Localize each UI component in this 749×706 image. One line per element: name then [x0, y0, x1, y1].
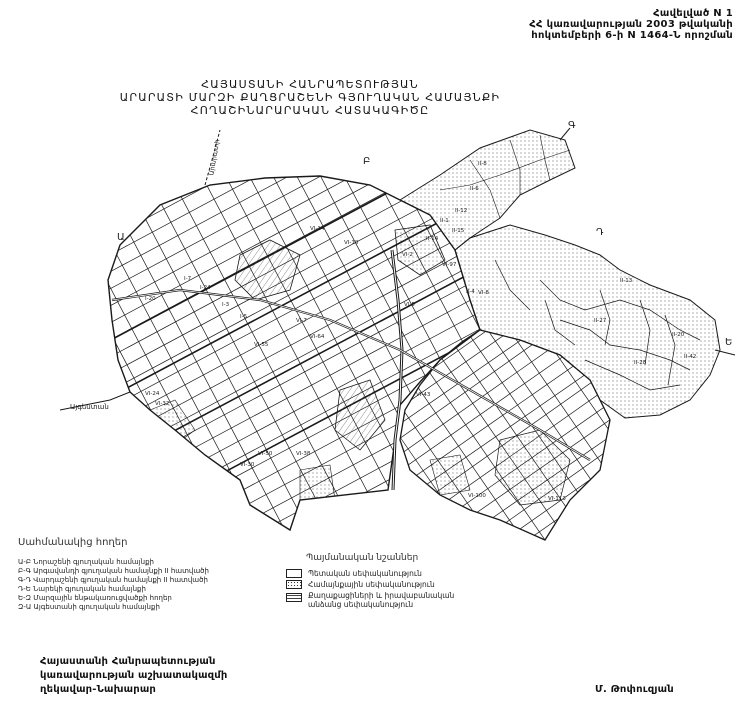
parcel-label: II-28: [634, 360, 647, 366]
decree-date-line: հոկտեմբերի 6-ի N 1464-Ն որոշման: [531, 30, 733, 41]
parcel-label: VI-97: [442, 262, 457, 268]
parcel-label: VI-2: [402, 252, 413, 258]
signatory-line-1: Հայաստանի Հանրապետության: [40, 656, 216, 667]
parcel-label: I-5: [240, 314, 248, 320]
parcel-label: VI-32: [155, 401, 170, 407]
parcel-label: II-1: [440, 218, 449, 224]
adjacent-land-item: Բ-Գ Արգավանդի գյուղական համայնքի II հատվածի: [18, 567, 209, 575]
parcel-label: VI-100: [468, 493, 486, 499]
parcel-label: VI-5: [404, 302, 415, 308]
symbol-community-property: Համայնքային սեփականություն: [286, 580, 486, 589]
signatory-line-3: ղեկավար-Նախարար: [40, 684, 157, 695]
parcel-label: II-42: [684, 354, 697, 360]
adjacent-land-item: Զ-Ա Այգեստանի գյուղական համայնքի: [18, 603, 160, 611]
symbol-state-property: Պետական սեփականություն: [286, 569, 486, 578]
parcel-label: VI-7: [296, 318, 307, 324]
parcel-label: VI-113: [548, 496, 566, 502]
parcel-label: I-24: [200, 285, 211, 291]
side-label-top: Արարատի: [207, 138, 222, 177]
parcel-label: I-3: [222, 302, 230, 308]
parcel-label: VI-14: [310, 226, 325, 232]
parcel-label: II-6: [470, 186, 479, 192]
parcel-label: II-27: [594, 318, 607, 324]
parcel-label: VI-64: [310, 334, 325, 340]
parcel-label: VI-30: [240, 462, 255, 468]
swatch-dots-icon: [286, 580, 302, 589]
parcel-label: II-20: [672, 332, 685, 338]
parcel-label: II-15: [452, 228, 465, 234]
parcel-label: VI-8: [478, 290, 489, 296]
parcel-label: I-20: [145, 296, 156, 302]
symbol-private-property: Քաղաքացիների և իրավաբանական անձանց սեփականություն: [286, 591, 486, 609]
parcel-label: II-8: [478, 161, 487, 167]
direction-label-c: Գ: [568, 120, 576, 131]
parcel-label: II-14: [426, 236, 439, 242]
direction-label-a: Ա: [117, 232, 125, 243]
direction-label-b: Բ: [363, 156, 371, 167]
parcel-label: VI-10: [344, 240, 359, 246]
title-line-3: ՀՈՂԱՇԻՆԱՐԱՐԱԿԱՆ ՀԱՏԱԿԱԳԻԾԸ: [190, 104, 430, 117]
direction-label-e: Ե: [725, 337, 733, 348]
adjacent-land-item: Ա-Բ Նորաշենի գյուղական համայնքի: [18, 558, 154, 566]
decree-line: ՀՀ կառավարության 2003 թվականի: [529, 19, 733, 30]
parcel-label: VI-38: [296, 451, 311, 457]
swatch-white-icon: [286, 569, 302, 578]
parcel-label: II-4: [466, 289, 475, 295]
adjacent-lands-legend: [18, 537, 258, 612]
swatch-lines-icon: [286, 593, 302, 602]
parcel-label: I-7: [184, 276, 192, 282]
parcel-label: II-13: [620, 278, 633, 284]
symbols-legend-title: Պայմանական նշաններ: [306, 553, 419, 563]
side-label-left: Այգեստան: [70, 403, 109, 411]
symbols-legend: [286, 553, 486, 609]
signatory-block: [40, 655, 228, 697]
parcel-label: VI-24: [145, 391, 160, 397]
parcel-label: II-12: [455, 208, 468, 214]
adjacent-lands-title: Սահմանակից հողեր: [18, 537, 128, 548]
title-line-2: ԱՐԱՐԱՏԻ ՄԱՐԶԻ ՔԱՂՑՐԱՇԵՆԻ ԳՅՈՒՂԱԿԱՆ ՀԱՄԱՅՆՔԻ: [119, 91, 501, 104]
direction-label-d: Դ: [596, 227, 604, 238]
parcel-label: VI-43: [416, 392, 431, 398]
signatory-line-2: կառավարության աշխատակազմի: [40, 670, 228, 681]
signature-name: Մ. Թոփուզյան: [595, 684, 674, 695]
parcel-label: VI-55: [254, 342, 269, 348]
appendix-label: Հավելված N 1: [653, 8, 733, 19]
adjacent-land-item: Գ-Դ Վարդաշենի գյուղական համայնքի II հատվածի: [18, 576, 208, 584]
adjacent-land-item: Դ-Ե Նարեկի գյուղական համայնքի: [18, 585, 146, 593]
adjacent-land-item: Ե-Զ Մարզային ենթակառուցվածքի հողեր: [18, 594, 172, 602]
parcel-label: VI-50: [258, 451, 273, 457]
title-line-1: ՀԱՅԱՍՏԱՆԻ ՀԱՆՐԱՊԵՏՈՒԹՅԱՆ: [201, 78, 419, 91]
